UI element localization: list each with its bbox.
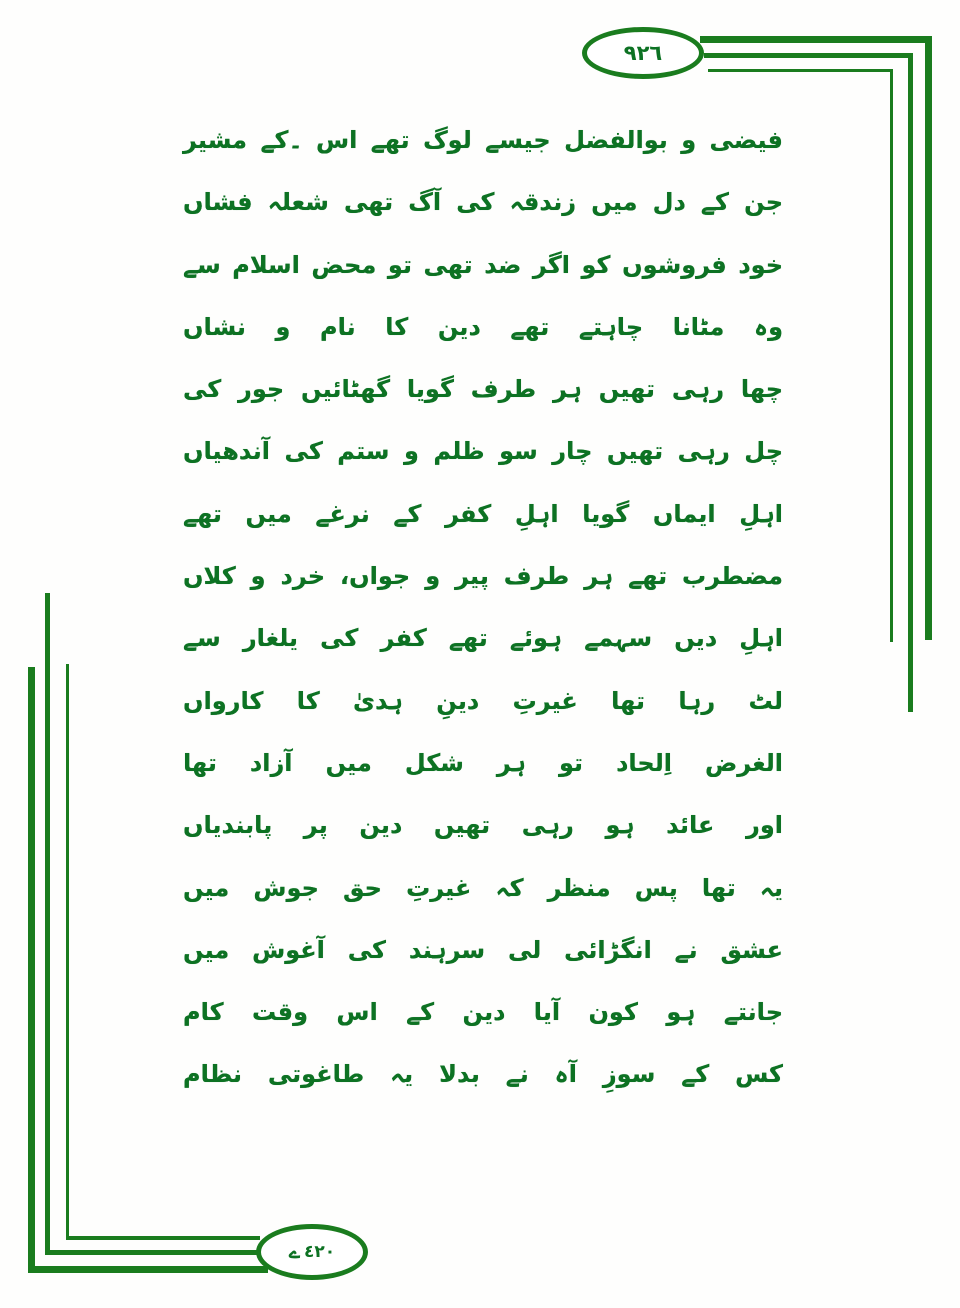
verse-line: چھا رہی تھیں ہر طرف گویا گھٹائیں جور کی bbox=[183, 375, 783, 404]
poem-text bbox=[183, 109, 783, 1106]
footer-number: ٤٢٠ bbox=[304, 1242, 336, 1262]
verse-line: جن کے دل میں زندقہ کی آگ تھی شعلہ فشاں bbox=[183, 188, 783, 217]
verse-line: اہلِ دیں سہمے ہوئے تھے کفر کی یلغار سے bbox=[183, 624, 783, 653]
page-number-badge bbox=[582, 27, 704, 79]
verse-line: لٹ رہا تھا غیرتِ دینِ ہدیٰ کا کارواں bbox=[183, 686, 783, 715]
verse-line: چل رہی تھیں چار سو ظلم و ستم کی آندھیاں bbox=[183, 437, 783, 466]
verse-line: عشق نے انگڑائی لی سرہند کی آغوش میں bbox=[183, 935, 783, 964]
verse-line: اور عائد ہو رہی تھیں دین پر پابندیاں bbox=[183, 811, 783, 840]
verse-line: مضطرب تھے ہر طرف پیر و جواں، خرد و کلاں bbox=[183, 562, 783, 591]
footer-number-badge bbox=[256, 1224, 368, 1280]
verse-line: وہ مٹانا چاہتے تھے دین کا نام و نشاں bbox=[183, 312, 783, 341]
verse-line: یہ تھا پس منظر کہ غیرتِ حق جوش میں bbox=[183, 873, 783, 902]
footer-mark: ے bbox=[288, 1241, 300, 1263]
verse-line: کس کے سوزِ آہ نے بدلا یہ طاغوتی نظام bbox=[183, 1060, 783, 1089]
page-number: ٩٢٦ bbox=[623, 41, 663, 65]
verse-line: فیضی و بوالفضل جیسے لوگ تھے اس ۔کے مشیر bbox=[183, 126, 783, 154]
verse-line: اہلِ ایماں گویا اہلِ کفر کے نرغے میں تھے bbox=[183, 499, 783, 528]
verse-line: خود فروشوں کو اگر ضد تھی تو محض اسلام سے bbox=[183, 250, 783, 279]
verse-line: الغرض اِلحاد تو ہر شکل میں آزاد تھا bbox=[183, 748, 783, 777]
verse-line: جانتے ہو کون آیا دین کے اس وقت کام bbox=[183, 998, 783, 1027]
